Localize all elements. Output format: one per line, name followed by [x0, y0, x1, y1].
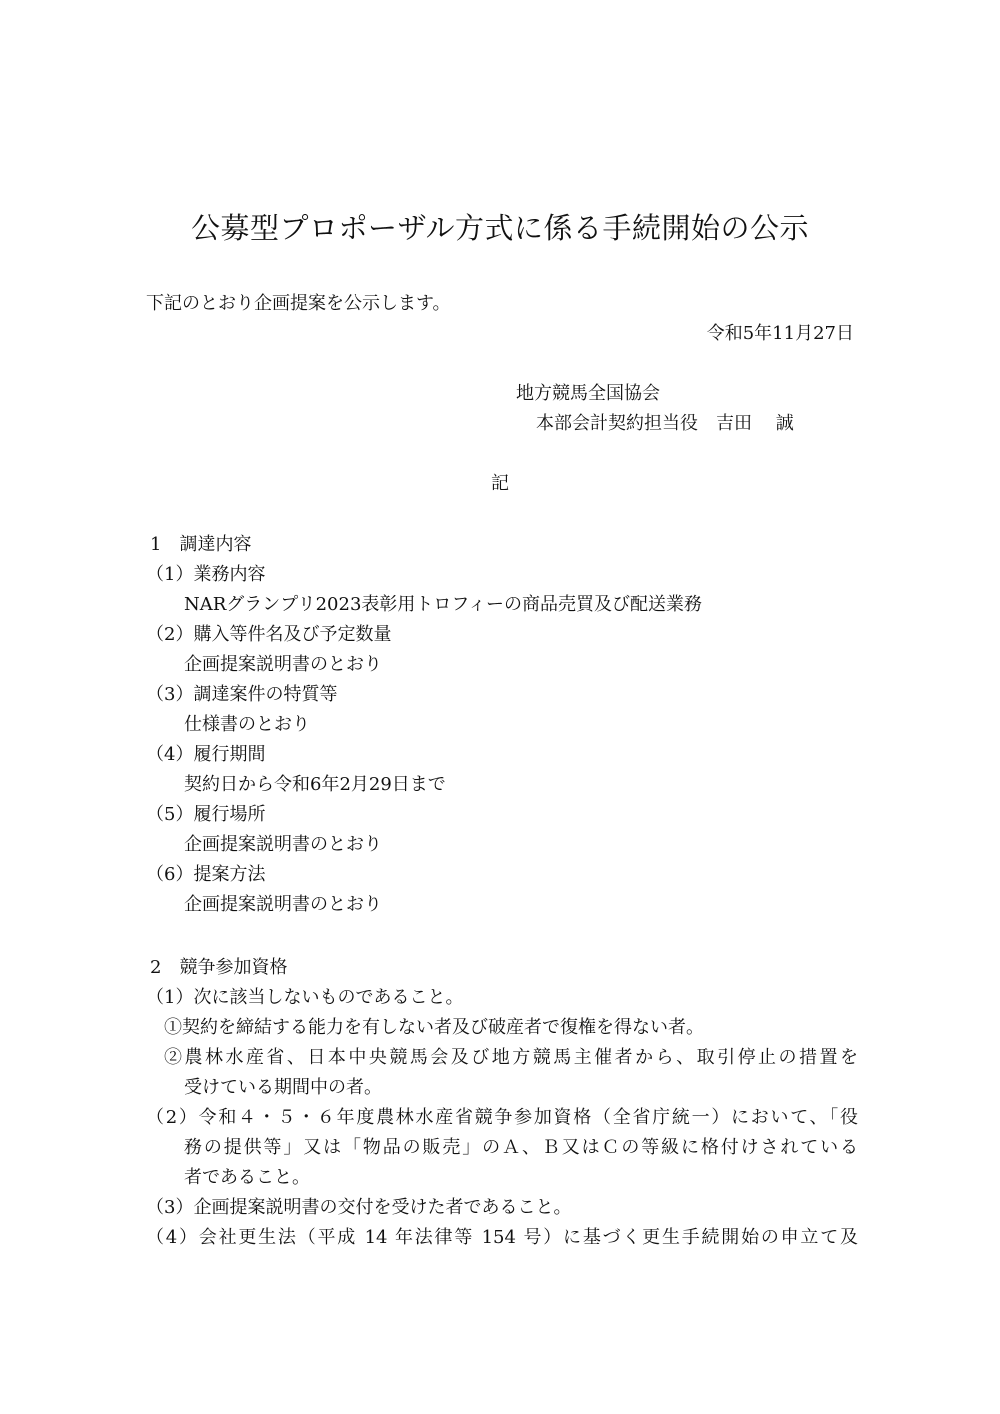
item-line [146, 1223, 858, 1253]
publication-date: 令和5年11月27日 [706, 323, 854, 344]
item-body: NARグランプリ2023表彰用トロフィーの商品売買及び配送業務 [184, 594, 702, 615]
item-body: 企画提案説明書のとおり [184, 834, 382, 855]
sub-item-line: ②農林水産省、日本中央競馬会及び地方競馬主催者から、取引停止の措置を [164, 1047, 858, 1068]
intro-text: 下記のとおり企画提案を公示します。 [146, 293, 451, 314]
item-label: （5）履行場所 [146, 804, 266, 825]
item-text: （2）令和４・５・６年度農林水産省競争参加資格（全省庁統一）において、「役 [146, 1107, 858, 1128]
sub-item: ①契約を締結する能力を有しない者及び破産者で復権を得ない者。 [164, 1017, 704, 1038]
document-title: 公募型プロポーザル方式に係る手続開始の公示 [190, 211, 810, 245]
item-body: 仕様書のとおり [184, 714, 310, 735]
section-procurement-contents [146, 530, 858, 920]
item-text: （4）会社更生法（平成 14 年法律等 154 号）に基づく更生手続開始の申立て及 [146, 1227, 858, 1248]
section-heading: 2 競争参加資格 [150, 957, 288, 978]
sub-item [146, 1043, 858, 1073]
contract-officer: 本部会計契約担当役 吉田 誠 [536, 413, 794, 434]
item-continuation: 者であること。 [184, 1167, 310, 1188]
item-label: （3）調達案件の特質等 [146, 684, 338, 705]
sub-item-continuation: 受けている期間中の者。 [184, 1077, 382, 1098]
item-line [146, 1103, 858, 1133]
issuing-organization: 地方競馬全国協会 [516, 383, 660, 404]
ki-heading: 記 [491, 473, 509, 494]
item-text: 務の提供等」又は「物品の販売」のＡ、Ｂ又はＣの等級に格付けされている [184, 1137, 858, 1158]
section-heading: 1 調達内容 [150, 534, 252, 555]
item-label: （1）次に該当しないものであること。 [146, 987, 464, 1008]
item-line [146, 1133, 858, 1163]
section-eligibility [146, 953, 858, 1253]
item-label: （2）購入等件名及び予定数量 [146, 624, 392, 645]
item-label: （1）業務内容 [146, 564, 266, 585]
item-body: 企画提案説明書のとおり [184, 894, 382, 915]
item-label: （3）企画提案説明書の交付を受けた者であること。 [146, 1197, 572, 1218]
item-label: （4）履行期間 [146, 744, 266, 765]
item-body: 契約日から令和6年2月29日まで [184, 774, 446, 795]
item-label: （6）提案方法 [146, 864, 266, 885]
item-body: 企画提案説明書のとおり [184, 654, 382, 675]
